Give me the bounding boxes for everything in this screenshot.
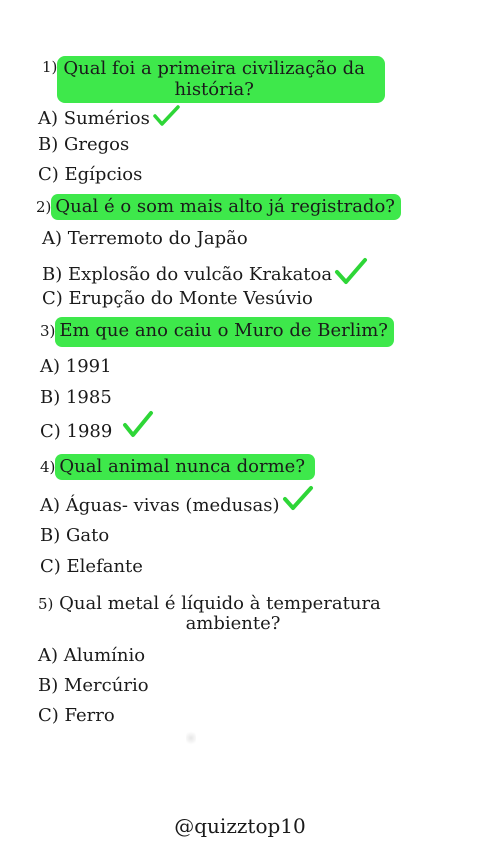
question-text: Qual animal nunca dorme? xyxy=(55,454,315,480)
question-text: Em que ano caiu o Muro de Berlim? xyxy=(55,317,394,347)
question-text-line2: ambiente? xyxy=(185,613,281,634)
option-b[interactable] xyxy=(40,525,109,547)
question-number: 2) xyxy=(36,198,52,216)
option-b[interactable] xyxy=(38,675,149,697)
question-1 xyxy=(42,56,385,103)
option-b[interactable] xyxy=(40,387,112,409)
question-text: Qual é o som mais alto já registrado? xyxy=(51,194,401,220)
option-label: B) Gregos xyxy=(38,134,130,155)
image-artifact xyxy=(186,730,196,746)
option-label: B) Gato xyxy=(40,525,110,546)
account-handle: @quizztop10 xyxy=(174,814,306,838)
option-a[interactable] xyxy=(40,493,314,519)
check-icon xyxy=(334,257,368,293)
option-c[interactable] xyxy=(40,418,154,446)
check-icon xyxy=(122,410,154,446)
option-label: C) Erupção do Monte Vesúvio xyxy=(42,288,313,309)
option-label: C) Ferro xyxy=(38,705,115,726)
option-c[interactable] xyxy=(40,556,143,578)
question-text-highlight xyxy=(57,56,385,103)
option-a[interactable] xyxy=(42,228,248,250)
option-label: A) Águas- vivas (medusas) xyxy=(40,495,280,516)
question-number: 4) xyxy=(40,458,56,476)
option-a[interactable] xyxy=(38,104,180,134)
option-label: B) 1985 xyxy=(40,387,112,408)
question-5 xyxy=(38,594,398,633)
check-icon xyxy=(282,485,314,519)
question-text-line1: Qual metal é líquido à temperatura xyxy=(59,593,381,614)
option-a[interactable] xyxy=(40,356,112,378)
option-label: A) 1991 xyxy=(40,356,112,377)
check-icon xyxy=(152,104,180,134)
option-label: B) Explosão do vulcão Krakatoa xyxy=(42,264,333,285)
option-c[interactable] xyxy=(38,705,115,727)
option-a[interactable] xyxy=(38,645,145,667)
question-number: 1) xyxy=(42,58,58,76)
option-c[interactable] xyxy=(38,164,142,186)
option-label: C) 1989 xyxy=(40,421,113,442)
question-4 xyxy=(40,456,315,478)
question-number: 5) xyxy=(38,595,54,613)
option-label: C) Elefante xyxy=(40,556,143,577)
question-number: 3) xyxy=(40,322,56,340)
option-label: A) Alumínio xyxy=(38,645,146,666)
option-label: B) Mercúrio xyxy=(38,675,149,696)
option-label: A) Terremoto do Japão xyxy=(42,228,248,249)
question-3 xyxy=(40,320,394,342)
option-label: C) Egípcios xyxy=(38,164,143,185)
option-label: A) Sumérios xyxy=(38,108,150,129)
question-2 xyxy=(36,196,401,218)
question-text-line1: Qual foi a primeira civilização da xyxy=(63,58,365,79)
option-b[interactable] xyxy=(38,134,129,156)
option-c[interactable] xyxy=(42,288,313,310)
question-text-line2: história? xyxy=(174,79,254,100)
